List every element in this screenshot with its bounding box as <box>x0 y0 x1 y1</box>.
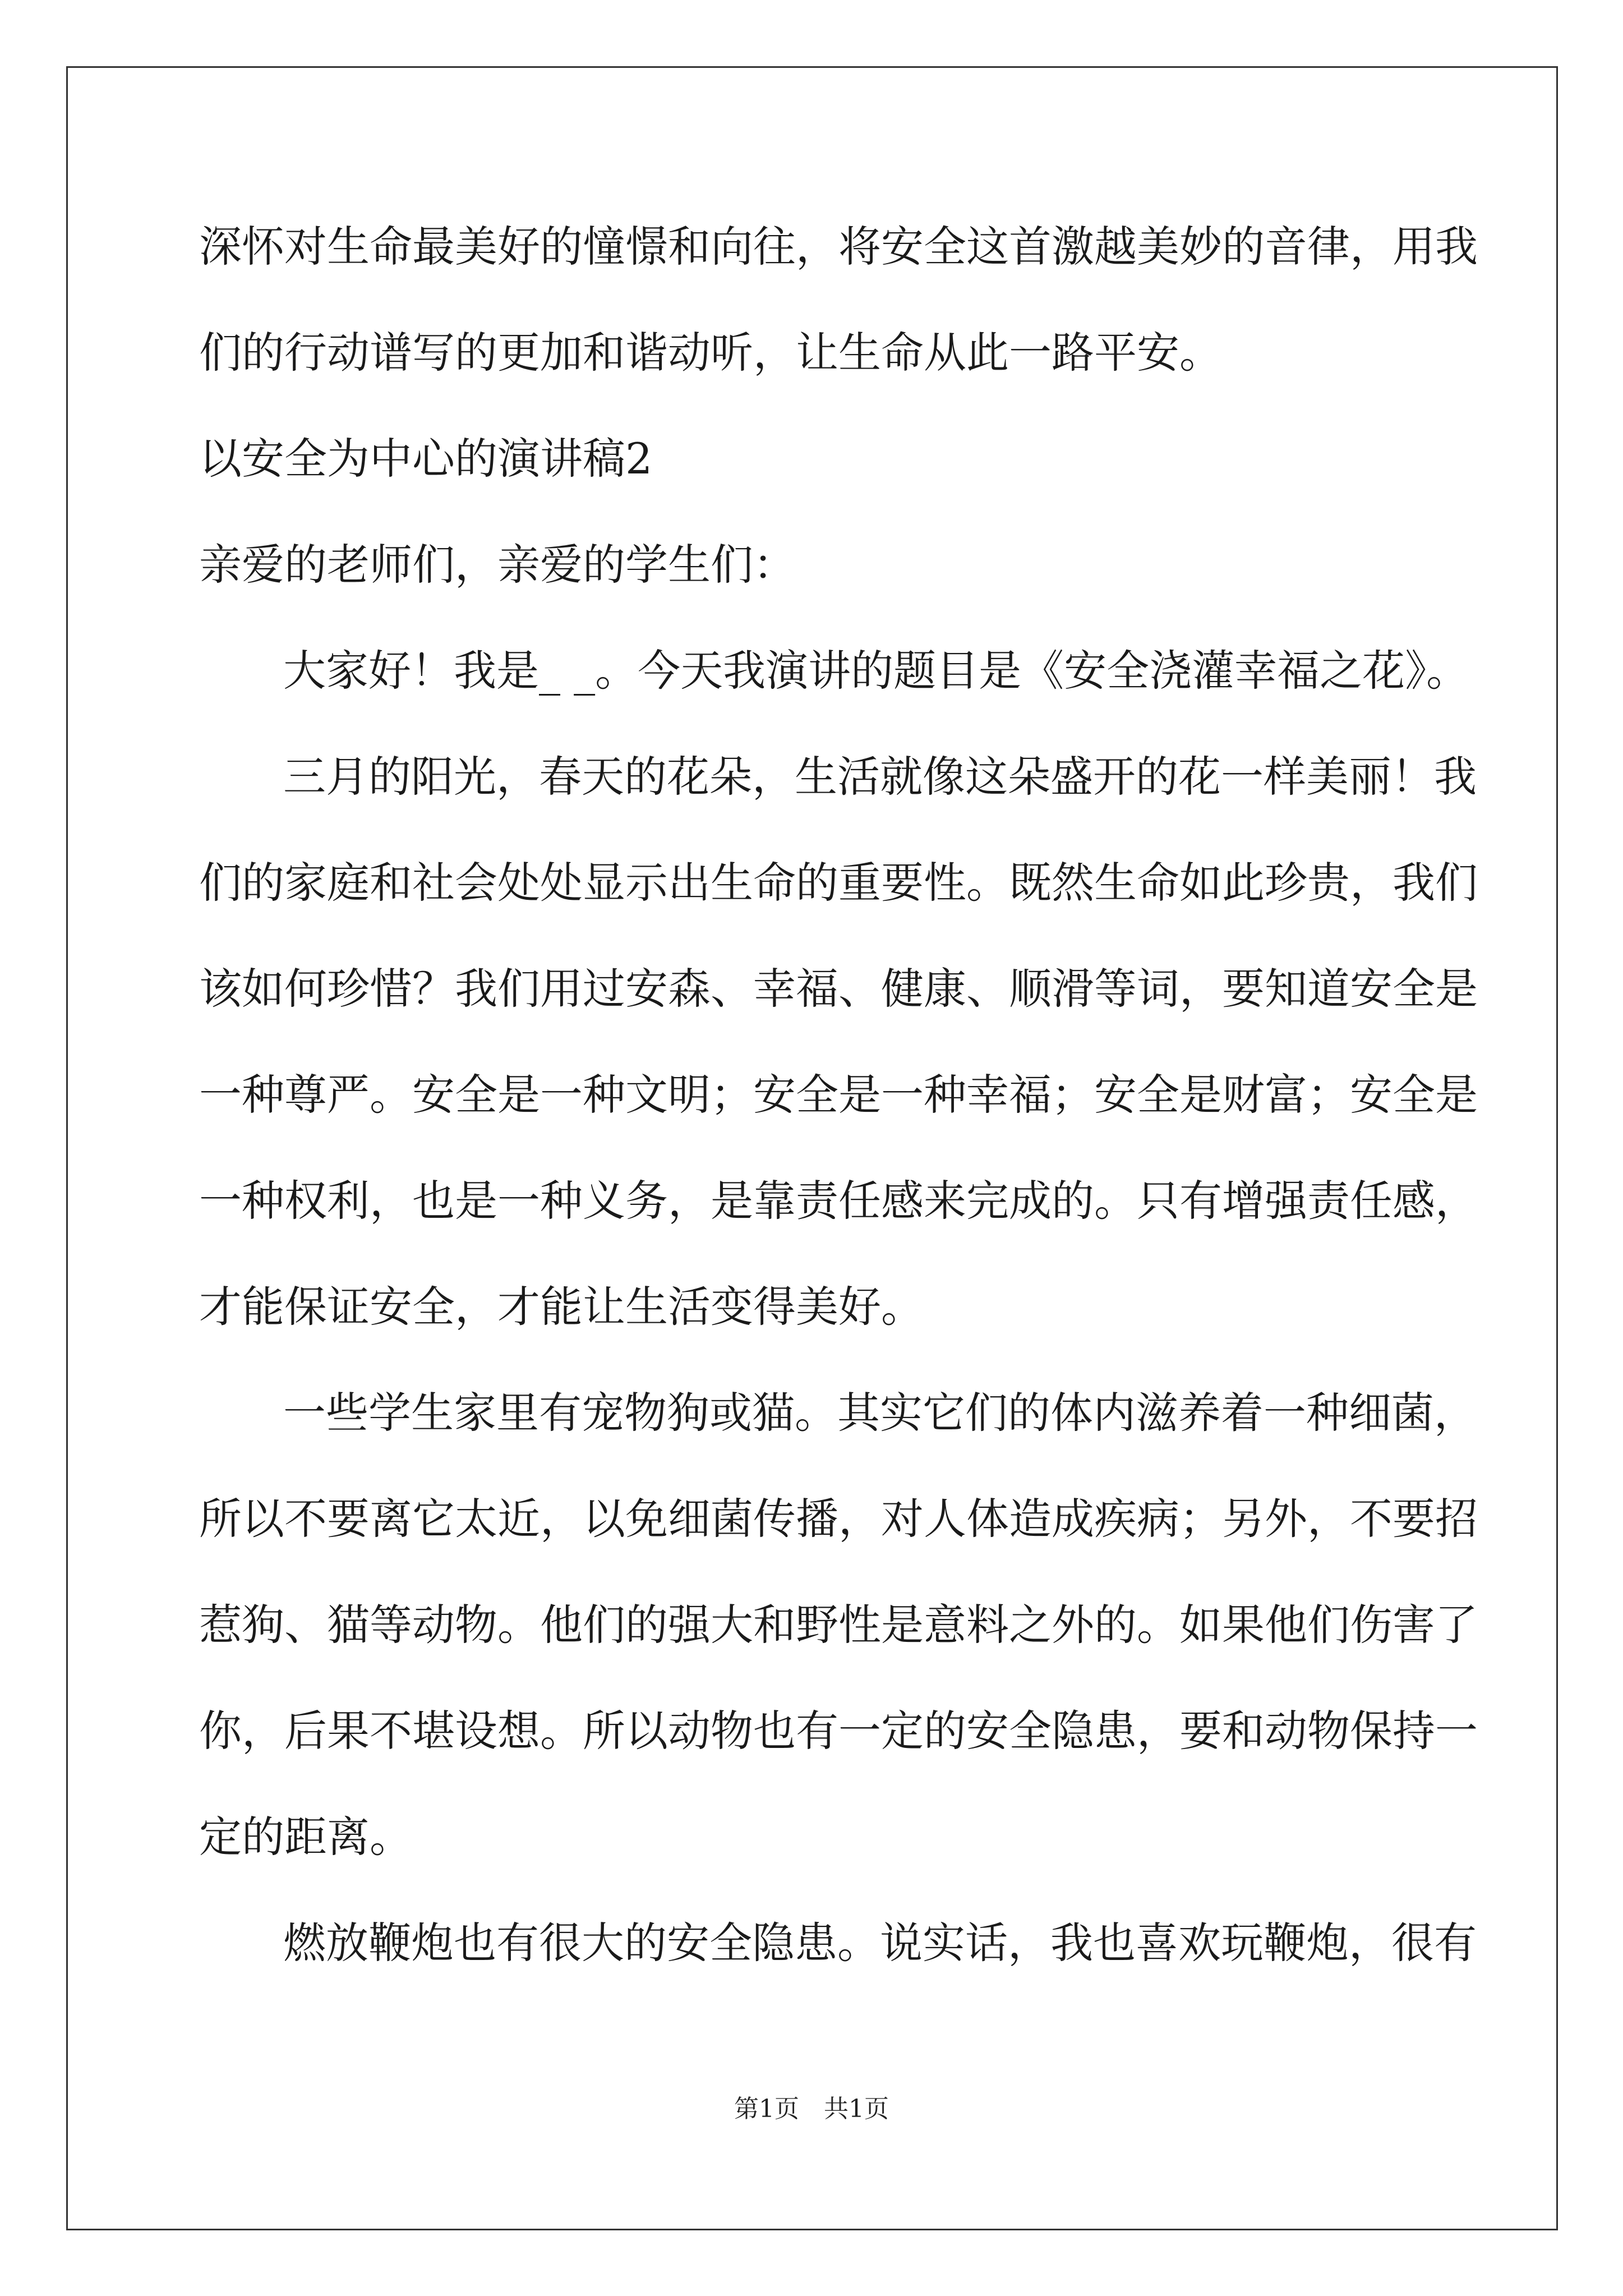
text-line: 你，后果不堪设想。所以动物也有一定的安全隐患，要和动物保持一 <box>199 1706 1478 1756</box>
text-line: 所以不要离它太近，以免细菌传播，对人体造成疾病；另外，不要招 <box>199 1494 1478 1544</box>
text-line: 三月的阳光，春天的花朵，生活就像这朵盛开的花一样美丽！我 <box>283 752 1477 802</box>
text-line: 一种权利，也是一种义务，是靠责任感来完成的。只有增强责任感， <box>199 1176 1478 1226</box>
text-line: 定的距离。 <box>199 1812 412 1862</box>
text-line: 燃放鞭炮也有很大的安全隐患。说实话，我也喜欢玩鞭炮，很有 <box>283 1918 1477 1968</box>
text-line: 一种尊严。安全是一种文明；安全是一种幸福；安全是财富；安全是 <box>199 1070 1478 1120</box>
text-line: 惹狗、猫等动物。他们的强大和野性是意料之外的。如果他们伤害了 <box>199 1600 1478 1650</box>
salutation: 亲爱的老师们，亲爱的学生们： <box>199 540 796 590</box>
text-line: 该如何珍惜？我们用过安森、幸福、健康、顺滑等词，要知道安全是 <box>199 964 1478 1014</box>
document-body <box>199 220 1478 2022</box>
section-title: 以安全为中心的演讲稿2 <box>199 434 653 484</box>
text-line: 才能保证安全，才能让生活变得美好。 <box>199 1282 924 1332</box>
page-number-footer: 第1页 共1页 <box>734 2095 889 2123</box>
text-line: 们的行动谱写的更加和谐动听，让生命从此一路平安。 <box>199 328 1222 378</box>
text-line: 们的家庭和社会处处显示出生命的重要性。既然生命如此珍贵，我们 <box>199 858 1478 908</box>
text-line: 大家好！我是_ _。今天我演讲的题目是《安全浇灌幸福之花》。 <box>283 646 1469 696</box>
text-line: 深怀对生命最美好的憧憬和向往，将安全这首激越美妙的音律，用我 <box>199 222 1478 272</box>
text-line: 一些学生家里有宠物狗或猫。其实它们的体内滋养着一种细菌， <box>283 1388 1477 1438</box>
